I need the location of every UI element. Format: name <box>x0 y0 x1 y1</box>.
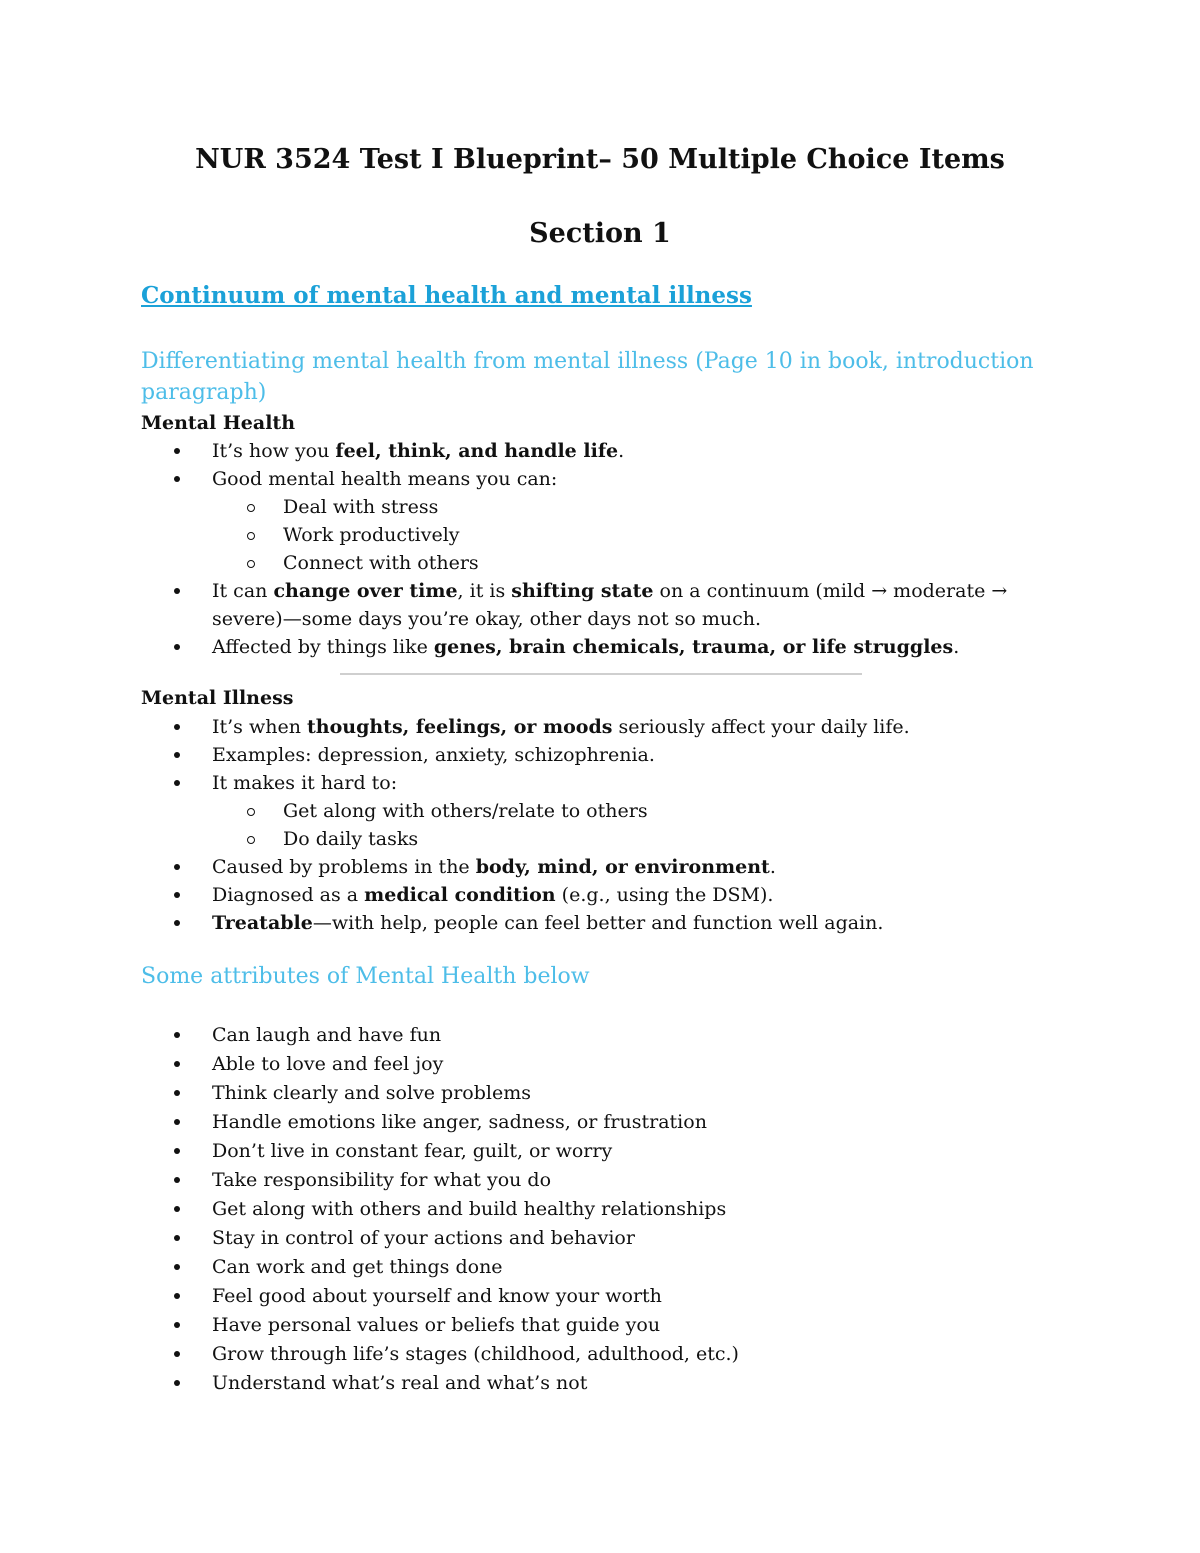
attribute-item: Grow through life’s stages (childhood, adulthood, etc.) <box>141 1340 1061 1369</box>
attributes-subheading: Some attributes of Mental Health below <box>141 964 590 989</box>
attribute-item: Can laugh and have fun <box>141 1021 1061 1050</box>
sub-list-item: Connect with others <box>141 549 1061 577</box>
list-item: Caused by problems in the body, mind, or environment. <box>141 853 1061 881</box>
attribute-item: Handle emotions like anger, sadness, or frustration <box>141 1108 1061 1137</box>
mental-illness-label: Mental Illness <box>141 687 294 709</box>
list-item: Treatable—with help, people can feel better and function well again. <box>141 909 1061 937</box>
list-item: Diagnosed as a medical condition (e.g., using the DSM). <box>141 881 1061 909</box>
section-title: Section 1 <box>529 218 671 249</box>
attribute-item: Take responsibility for what you do <box>141 1166 1061 1195</box>
attributes-list <box>141 1021 1061 1398</box>
continuum-heading-link[interactable]: Continuum of mental health and mental illness <box>141 282 752 309</box>
sub-list-item: Work productively <box>141 521 1061 549</box>
attribute-item: Think clearly and solve problems <box>141 1079 1061 1108</box>
sub-list-item: Do daily tasks <box>141 825 1061 853</box>
mental-health-label: Mental Health <box>141 412 296 434</box>
list-item: It can change over time, it is shifting state on a continuum (mild → moderate → severe)—some days you’re okay, other days not so much. <box>141 577 1061 633</box>
mental-illness-list <box>141 713 1061 937</box>
list-item: It’s when thoughts, feelings, or moods seriously affect your daily life. <box>141 713 1061 741</box>
list-item: It makes it hard to: <box>141 769 1061 797</box>
list-item: Good mental health means you can: <box>141 465 1061 493</box>
list-item: Examples: depression, anxiety, schizophrenia. <box>141 741 1061 769</box>
attribute-item: Can work and get things done <box>141 1253 1061 1282</box>
attribute-item: Stay in control of your actions and behavior <box>141 1224 1061 1253</box>
attribute-item: Able to love and feel joy <box>141 1050 1061 1079</box>
sub-list-item: Get along with others/relate to others <box>141 797 1061 825</box>
list-item: It’s how you feel, think, and handle life. <box>141 437 1061 465</box>
document-title: NUR 3524 Test I Blueprint– 50 Multiple Choice Items <box>195 144 1005 175</box>
list-item: Affected by things like genes, brain chemicals, trauma, or life struggles. <box>141 633 1061 661</box>
horizontal-divider <box>340 673 862 675</box>
sub-list-item: Deal with stress <box>141 493 1061 521</box>
attribute-item: Have personal values or beliefs that guide you <box>141 1311 1061 1340</box>
attribute-item: Understand what’s real and what’s not <box>141 1369 1061 1398</box>
differentiating-subheading: Differentiating mental health from mental illness (Page 10 in book, introduction paragraph) <box>141 349 1034 405</box>
mental-health-list <box>141 437 1061 661</box>
attribute-item: Don’t live in constant fear, guilt, or worry <box>141 1137 1061 1166</box>
attribute-item: Get along with others and build healthy relationships <box>141 1195 1061 1224</box>
attribute-item: Feel good about yourself and know your worth <box>141 1282 1061 1311</box>
